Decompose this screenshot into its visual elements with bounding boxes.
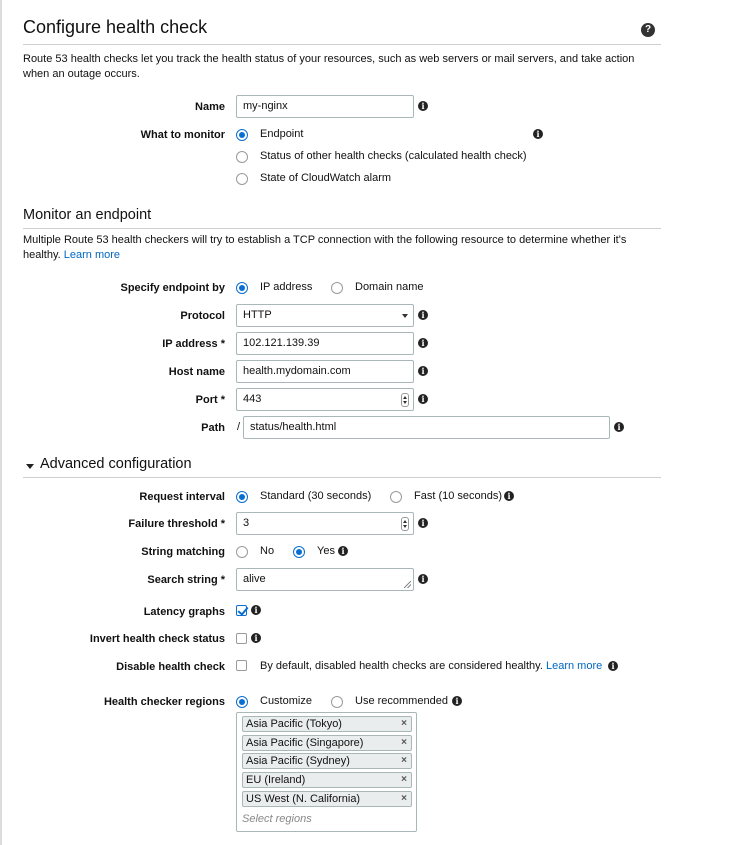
regions-customize-radio[interactable]	[236, 696, 248, 708]
name-info-icon[interactable]: i	[418, 101, 428, 111]
invert-status-info-icon[interactable]: i	[251, 633, 261, 643]
stepper-icon[interactable]	[401, 393, 409, 407]
string-matching-yes-radio[interactable]	[293, 546, 305, 558]
search-string-info-icon[interactable]: i	[418, 574, 428, 584]
monitor-endpoint-radio[interactable]	[236, 129, 248, 141]
section-divider	[23, 44, 661, 45]
search-string-textarea[interactable]	[236, 568, 414, 591]
remove-tag-icon[interactable]: ×	[401, 737, 407, 748]
page-title: Configure health check	[23, 17, 208, 37]
interval-standard-radio[interactable]	[236, 491, 248, 503]
monitor-other-checks-radio[interactable]	[236, 151, 248, 163]
string-matching-yes-label: Yes	[317, 545, 335, 557]
advanced-config-title[interactable]: Advanced configuration	[40, 456, 192, 472]
path-label: Path	[201, 422, 225, 434]
specify-domain-radio[interactable]	[331, 282, 343, 294]
interval-fast-label: Fast (10 seconds)	[414, 490, 503, 502]
region-tag: EU (Ireland) ×	[242, 772, 412, 788]
name-label: Name	[195, 101, 225, 113]
regions-recommended-label: Use recommended	[355, 695, 448, 707]
host-name-input[interactable]: health.mydomain.com	[236, 360, 414, 383]
failure-threshold-input[interactable]	[236, 512, 414, 535]
name-input[interactable]: my-nginx	[236, 95, 414, 118]
specify-ip-radio[interactable]	[236, 282, 248, 294]
remove-tag-icon[interactable]: ×	[401, 755, 407, 766]
monitor-endpoint-label: Endpoint	[260, 128, 304, 140]
remove-tag-icon[interactable]: ×	[401, 718, 407, 729]
port-label: Port *	[195, 394, 225, 406]
failure-threshold-value: 3	[243, 517, 250, 529]
page-left-border	[0, 0, 2, 845]
region-tag: Asia Pacific (Sydney) ×	[242, 753, 412, 769]
protocol-select[interactable]	[236, 304, 414, 327]
chevron-down-icon	[402, 314, 408, 318]
latency-graphs-label: Latency graphs	[143, 606, 225, 618]
request-interval-info-icon[interactable]: i	[504, 491, 514, 501]
interval-standard-label: Standard (30 seconds)	[260, 490, 372, 502]
string-matching-no-label: No	[260, 545, 275, 557]
disable-check-checkbox[interactable]	[236, 660, 247, 671]
ip-address-info-icon[interactable]: i	[418, 338, 428, 348]
regions-recommended-radio[interactable]	[331, 696, 343, 708]
port-info-icon[interactable]: i	[418, 394, 428, 404]
regions-customize-label: Customize	[260, 695, 312, 707]
specify-ip-label: IP address	[260, 281, 313, 293]
path-prefix: /	[237, 421, 241, 433]
learn-more-link[interactable]: Learn more	[63, 249, 121, 261]
disable-check-info-icon[interactable]: i	[608, 661, 618, 671]
path-input[interactable]: status/health.html	[243, 416, 610, 439]
what-to-monitor-label: What to monitor	[140, 129, 225, 141]
remove-tag-icon[interactable]: ×	[401, 793, 407, 804]
protocol-info-icon[interactable]: i	[418, 310, 428, 320]
remove-tag-icon[interactable]: ×	[401, 774, 407, 785]
monitor-endpoint-title: Monitor an endpoint	[23, 207, 152, 223]
invert-status-label: Invert health check status	[89, 633, 225, 645]
failure-threshold-info-icon[interactable]: i	[418, 518, 428, 528]
section-divider	[23, 477, 661, 478]
latency-graphs-checkbox[interactable]	[236, 605, 247, 616]
section-divider	[23, 228, 661, 229]
region-tag: US West (N. California) ×	[242, 791, 412, 807]
path-info-icon[interactable]: i	[614, 422, 624, 432]
protocol-label: Protocol	[180, 310, 225, 322]
specify-domain-label: Domain name	[355, 281, 424, 293]
protocol-value: HTTP	[243, 309, 272, 321]
stepper-icon[interactable]	[401, 517, 409, 531]
interval-fast-radio[interactable]	[390, 491, 402, 503]
regions-multiselect[interactable]	[236, 712, 417, 832]
ip-address-label: IP address *	[162, 338, 225, 350]
string-matching-no-radio[interactable]	[236, 546, 248, 558]
monitor-endpoint-description: Multiple Route 53 health checkers will try to establish a TCP connection with the following resource to determine whether it's healthy. Learn more	[23, 234, 627, 261]
disable-check-label: Disable health check	[116, 661, 225, 673]
disable-learn-more-link[interactable]: Learn more	[545, 660, 603, 672]
port-input[interactable]	[236, 388, 414, 411]
host-name-label: Host name	[168, 366, 225, 378]
specify-endpoint-label: Specify endpoint by	[120, 282, 225, 294]
disable-check-note: By default, disabled health checks are considered healthy. Learn more	[260, 660, 603, 672]
collapse-caret-icon[interactable]	[26, 464, 34, 469]
latency-graphs-info-icon[interactable]: i	[251, 605, 261, 615]
search-string-value: alive	[243, 573, 266, 585]
request-interval-label: Request interval	[139, 491, 225, 503]
monitor-cloudwatch-label: State of CloudWatch alarm	[260, 172, 392, 184]
monitor-cloudwatch-radio[interactable]	[236, 173, 248, 185]
string-matching-label: String matching	[141, 546, 225, 558]
port-value: 443	[243, 393, 262, 405]
regions-placeholder[interactable]: Select regions	[242, 813, 312, 825]
host-name-info-icon[interactable]: i	[418, 366, 428, 376]
resize-handle-icon[interactable]	[404, 581, 411, 588]
string-matching-info-icon[interactable]: i	[338, 546, 348, 556]
failure-threshold-label: Failure threshold *	[128, 518, 225, 530]
regions-info-icon[interactable]: i	[452, 696, 462, 706]
region-tag: Asia Pacific (Singapore) ×	[242, 735, 412, 751]
region-tag: Asia Pacific (Tokyo) ×	[242, 716, 412, 732]
help-icon[interactable]: ?	[641, 23, 655, 37]
page-description: Route 53 health checks let you track the health status of your resources, such as web servers or mail servers, and take action when an outage occurs.	[23, 53, 635, 80]
monitor-other-checks-label: Status of other health checks (calculated health check)	[260, 150, 527, 162]
search-string-label: Search string *	[147, 574, 225, 586]
regions-label: Health checker regions	[103, 696, 225, 708]
ip-address-input[interactable]: 102.121.139.39	[236, 332, 414, 355]
what-to-monitor-info-icon[interactable]: i	[533, 129, 543, 139]
invert-status-checkbox[interactable]	[236, 633, 247, 644]
